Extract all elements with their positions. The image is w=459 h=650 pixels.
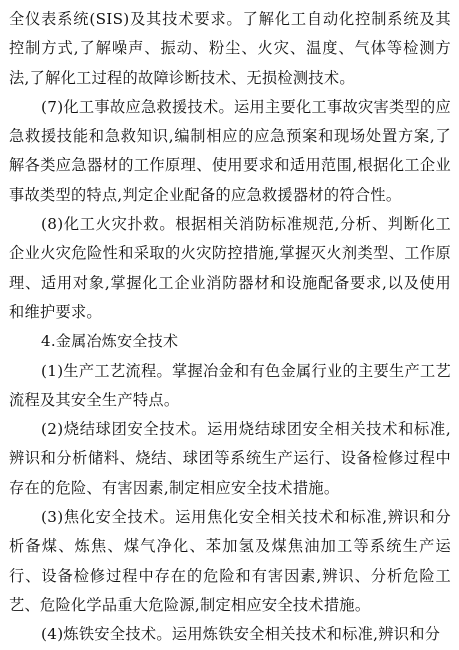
paragraph-coking: (3)焦化安全技术。运用焦化安全相关技术和标准,辨识和分析备煤、炼焦、煤气净化、苯加氢及煤焦油加工等系统生产运行、设备检修过程中存在的危险和有害因素,辨识、分析危险工艺、危险化学品重大危险源,制定相应安全技术措施。 (9, 508, 451, 614)
paragraph-emergency-rescue: (7)化工事故应急救援技术。运用主要化工事故灾害类型的应急救援技能和急救知识,编制相应的应急预案和现场处置方案,了解各类应急器材的工作原理、使用要求和适用范围,根据化工企业事故类型的特点,判定企业配备的应急救援器材的符合性。 (9, 97, 451, 204)
paragraph-fire-fighting: (8)化工火灾扑救。根据相关消防标准规范,分析、判断化工企业火灾危险性和采取的火灾防控措施,掌握灭火剂类型、工作原理、适用对象,掌握化工企业消防器材和设施配备要求,以及使用和维护要求。 (9, 215, 451, 321)
paragraph-sis-continuation: 全仪表系统(SIS)及其技术要求。了解化工自动化控制系统及其控制方式,了解噪声、振动、粉尘、火灾、温度、气体等检测方法,了解化工过程的故障诊断技术、无损检测技术。 (9, 10, 451, 87)
paragraph-ironmaking: (4)炼铁安全技术。运用炼铁安全相关技术和标准,辨识和分 (41, 625, 441, 644)
paragraph-sintering-pellet: (2)烧结球团安全技术。运用烧结球团安全相关技术和标准,辨识和分析储料、烧结、球团等系统生产运行、设备检修过程中存在的危险、有害因素,制定相应安全技术措施。 (9, 420, 451, 497)
section-heading-metal-smelting: 4.金属冶炼安全技术 (41, 332, 179, 351)
paragraph-process-flow: (1)生产工艺流程。掌握冶金和有色金属行业的主要生产工艺流程及其安全生产特点。 (9, 361, 451, 409)
